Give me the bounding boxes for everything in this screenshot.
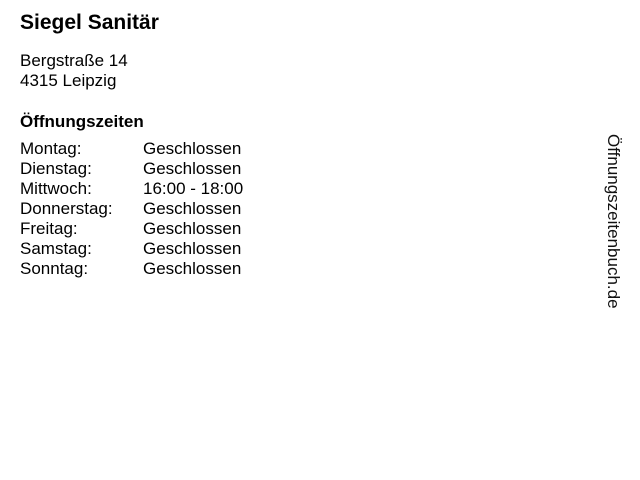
hours-row-sunday [20, 259, 580, 279]
hours-row-friday [20, 219, 580, 239]
hours-row-tuesday [20, 159, 580, 179]
site-brand-watermark: Öffnungszeitenbuch.de [604, 134, 623, 309]
hours-row-saturday [20, 239, 580, 259]
hours-day: Sonntag: [20, 259, 89, 278]
hours-day: Samstag: [20, 239, 92, 258]
business-name: Siegel Sanitär [20, 11, 159, 34]
hours-day: Donnerstag: [20, 199, 113, 218]
hours-time: Geschlossen [143, 139, 242, 158]
address-city: 4315 Leipzig [20, 71, 117, 90]
address-block [20, 51, 580, 91]
hours-time: 16:00 - 18:00 [143, 179, 244, 198]
hours-time: Geschlossen [143, 159, 242, 178]
hours-row-wednesday [20, 179, 580, 199]
address-street: Bergstraße 14 [20, 51, 128, 70]
hours-row-thursday [20, 199, 580, 219]
opening-hours-table [20, 139, 580, 279]
hours-time: Geschlossen [143, 239, 242, 258]
hours-day: Dienstag: [20, 159, 92, 178]
hours-day: Montag: [20, 139, 82, 158]
hours-day: Mittwoch: [20, 179, 92, 198]
hours-day: Freitag: [20, 219, 78, 238]
hours-time: Geschlossen [143, 199, 242, 218]
hours-time: Geschlossen [143, 259, 242, 278]
hours-time: Geschlossen [143, 219, 242, 238]
hours-row-monday [20, 139, 580, 159]
opening-hours-heading: Öffnungszeiten [20, 112, 144, 131]
business-card [20, 9, 580, 279]
